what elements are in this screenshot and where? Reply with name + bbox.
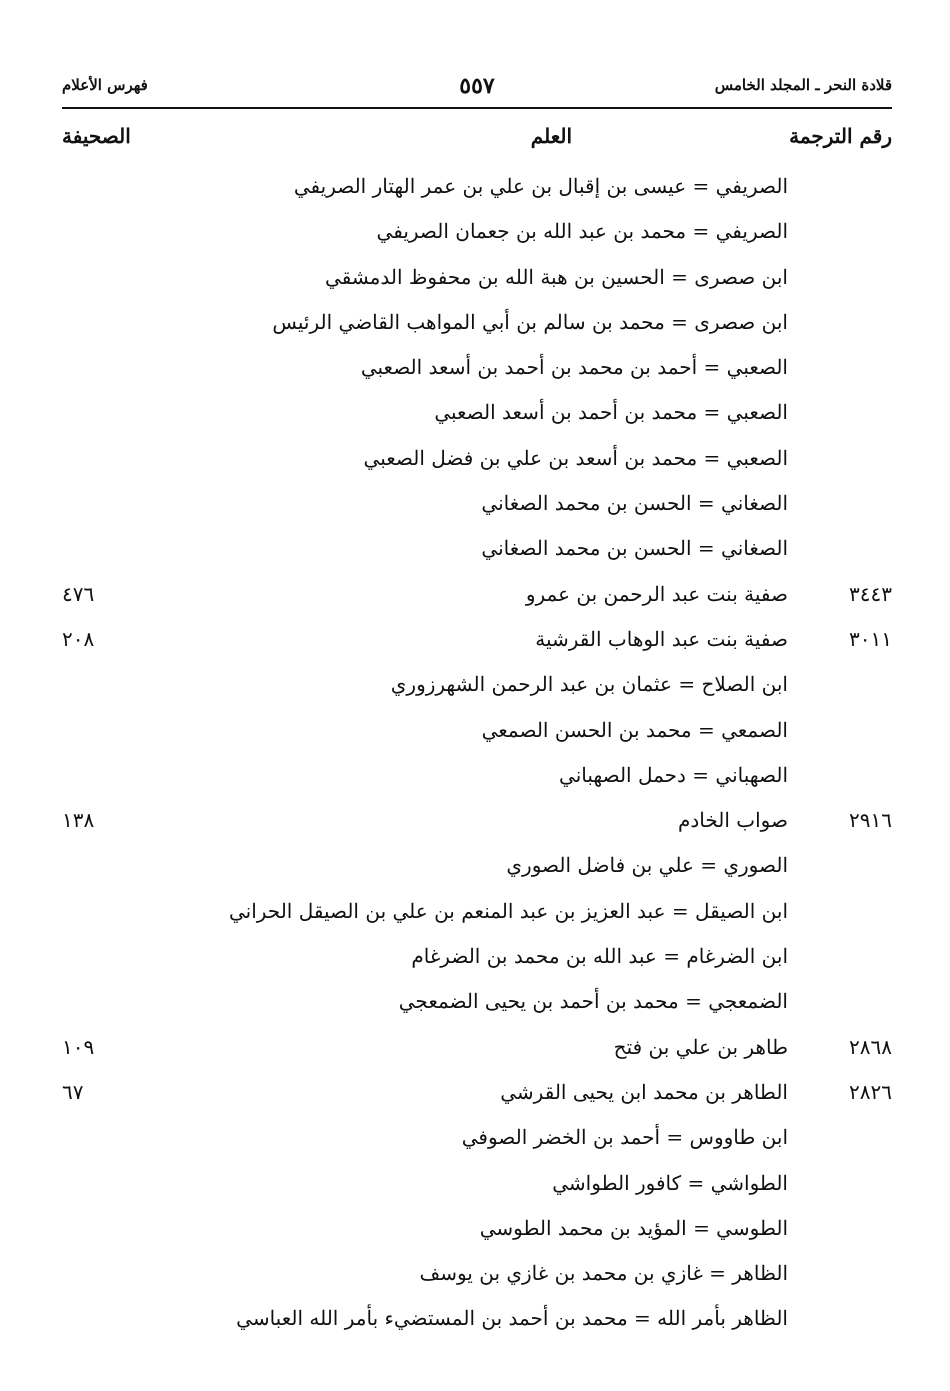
- person-name: الصعبي = محمد بن أسعد بن علي بن فضل الصعبي: [363, 445, 788, 470]
- book-title: قلادة النحر ـ المجلد الخامس: [714, 76, 892, 94]
- person-name: الصغاني = الحسن بن محمد الصغاني: [481, 536, 788, 561]
- person-name: طاهر بن علي بن فتح: [613, 1034, 788, 1059]
- person-name: الصهباني = دحمل الصهباني: [559, 762, 788, 787]
- index-row: [62, 302, 892, 347]
- tarjama-number: ٣٤٤٣: [849, 581, 892, 606]
- person-name: صفية بنت عبد الوهاب القرشية: [535, 626, 788, 651]
- person-name: صفية بنت عبد الرحمن بن عمرو: [525, 581, 788, 606]
- page-reference: ٢٠٨: [62, 626, 95, 651]
- index-row: [62, 1027, 892, 1072]
- index-row: [62, 574, 892, 619]
- tarjama-number: ٢٨٦٨: [849, 1034, 892, 1059]
- page-number: ٥٥٧: [459, 73, 495, 99]
- page-reference: ١٣٨: [62, 808, 95, 833]
- person-name: الظاهر بأمر الله = محمد بن أحمد بن المستضيء بأمر الله العباسي: [236, 1306, 788, 1331]
- person-name: الطواشي = كافور الطواشي: [552, 1170, 788, 1195]
- person-name: ابن الصيقل = عبد العزيز بن عبد المنعم بن علي بن الصيقل الحراني: [228, 898, 788, 923]
- running-head: [62, 73, 892, 106]
- person-name: الصوري = علي بن فاضل الصوري: [506, 853, 788, 878]
- person-name: ابن صصرى = محمد بن سالم بن أبي المواهب القاضي الرئيس: [272, 309, 788, 334]
- column-headers: [62, 124, 892, 158]
- index-row: [62, 891, 892, 936]
- index-row: [62, 755, 892, 800]
- index-row: [62, 1163, 892, 1208]
- page-reference: ١٠٩: [62, 1034, 95, 1059]
- person-name: الصعبي = محمد بن أحمد بن أسعد الصعبي: [434, 400, 788, 425]
- index-row: [62, 347, 892, 392]
- person-name: ابن صصرى = الحسين بن هبة الله بن محفوظ الدمشقي: [325, 264, 788, 289]
- column-header-alam: العلم: [530, 124, 572, 148]
- person-name: ابن طاووس = أحمد بن الخضر الصوفي: [461, 1125, 788, 1150]
- index-row: [62, 528, 892, 573]
- person-name: الطاهر بن محمد ابن يحيى القرشي: [500, 1079, 788, 1104]
- index-row: [62, 257, 892, 302]
- tarjama-number: ٣٠١١: [849, 626, 892, 651]
- index-row: [62, 1253, 892, 1298]
- index-row: [62, 664, 892, 709]
- index-row: [62, 845, 892, 890]
- person-name: الصمعي = محمد بن الحسن الصمعي: [481, 717, 788, 742]
- person-name: ابن الضرغام = عبد الله بن محمد بن الضرغام: [411, 944, 788, 969]
- page-reference: ٦٧: [62, 1079, 84, 1104]
- column-header-page: الصحيفة: [62, 124, 131, 148]
- index-row: [62, 981, 892, 1026]
- index-row: [62, 438, 892, 483]
- tarjama-number: ٢٨٢٦: [849, 1079, 892, 1104]
- index-row: [62, 166, 892, 211]
- section-title: فهرس الأعلام: [62, 76, 148, 94]
- index-row: [62, 1117, 892, 1162]
- person-name: الطوسي = المؤيد بن محمد الطوسي: [479, 1215, 788, 1240]
- person-name: ابن الصلاح = عثمان بن عبد الرحمن الشهرزوري: [390, 672, 788, 697]
- column-header-tarjama: رقم الترجمة: [789, 124, 892, 148]
- person-name: الضمعجي = محمد بن أحمد بن يحيى الضمعجي: [398, 989, 788, 1014]
- person-name: الصغاني = الحسن بن محمد الصغاني: [481, 491, 788, 516]
- page-reference: ٤٧٦: [62, 581, 95, 606]
- index-row: [62, 1298, 892, 1343]
- index-row: [62, 483, 892, 528]
- person-name: الصريفي = عيسى بن إقبال بن علي بن عمر الهتار الصريفي: [293, 174, 788, 198]
- index-row: [62, 1072, 892, 1117]
- index-row: [62, 936, 892, 981]
- tarjama-number: ٢٩١٦: [849, 808, 892, 833]
- person-name: الصعبي = أحمد بن محمد بن أحمد بن أسعد الصعبي: [360, 355, 788, 380]
- person-name: الصريفي = محمد بن عبد الله بن جعمان الصريفي: [376, 219, 788, 244]
- index-list: [62, 166, 892, 1344]
- index-row: [62, 211, 892, 256]
- index-row: [62, 710, 892, 755]
- index-row: [62, 619, 892, 664]
- index-row: [62, 1208, 892, 1253]
- header-rule: [62, 107, 892, 109]
- person-name: الظاهر = غازي بن محمد بن غازي بن يوسف: [419, 1261, 788, 1286]
- index-row: [62, 392, 892, 437]
- person-name: صواب الخادم: [678, 808, 788, 833]
- index-row: [62, 800, 892, 845]
